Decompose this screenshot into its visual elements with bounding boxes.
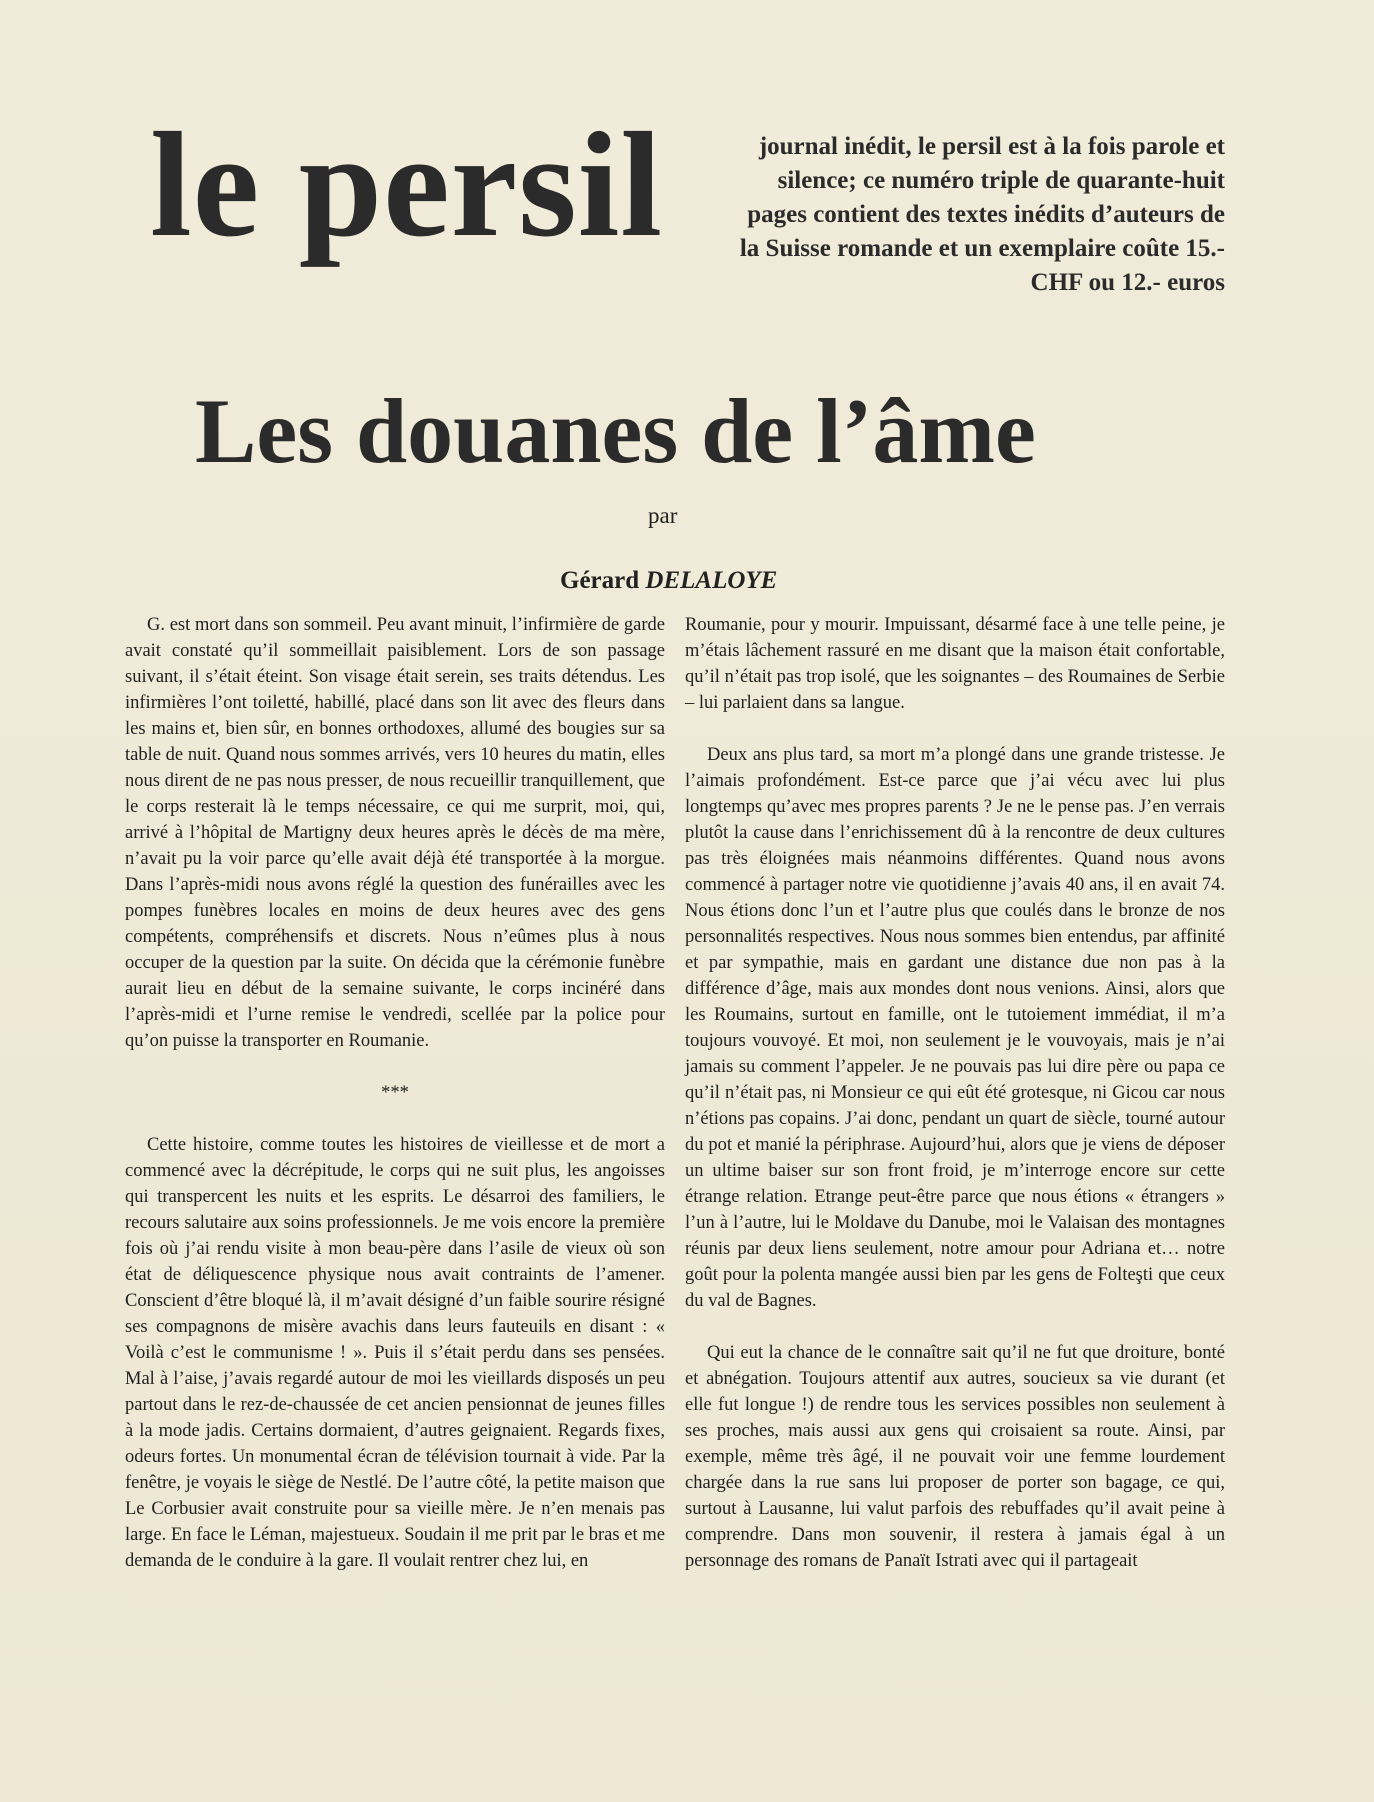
section-separator: *** (381, 1083, 409, 1103)
left-column (125, 612, 665, 1574)
paragraph: G. est mort dans son sommeil. Peu avant minuit, l’infirmière de garde avait constaté qu’il sommeillait paisiblement. Lors de son passage suivant, il s’était éteint. Son visage était serein, ses traits détendus. Les infirmières l’ont toiletté, habillé, placé dans son lit avec des fleurs dans les mains et, bien sûr, en bonnes orthodoxes, allumé des bougies sur sa table de nuit. Quand nous sommes arrivés, vers 10 heures du matin, elles nous dirent de ne pas nous presser, de nous recueillir tranquillement, que le corps resterait là le temps nécessaire, ce qui me surprit, moi, qui, arrivé à l’hôpital de Martigny deux heures après le décès de ma mère, n’avait pu la voir parce qu’elle avait déjà été transportée à la morgue. Dans l’après-midi nous avons réglé la question des funérailles avec les pompes funèbres locales en moins de deux heures avec des gens compétents, compréhensifs et discrets. Nous n’eûmes plus à nous occuper de la question par la suite. On décida que la cérémonie funèbre aurait lieu en début de la semaine suivante, le corps incinéré dans l’après-midi et l’urne remise le vendredi, scellée par la police pour qu’on puisse la transporter en Roumanie. (125, 615, 665, 1051)
right-column (685, 612, 1225, 1574)
article-title: Les douanes de l’âme (195, 380, 1036, 482)
author-last-name: DELALOYE (645, 567, 778, 594)
author-name (560, 567, 777, 595)
masthead-blurb: journal inédit, le persil est à la fois parole et silence; ce numéro triple de quarante-huit pages contient des textes inédits d’auteurs de la Suisse romande et un exemplaire coûte 15.- CHF ou 12.- euros (739, 133, 1225, 296)
masthead-title: le persil (150, 102, 664, 268)
paragraph: Cette histoire, comme toutes les histoires de vieillesse et de mort a commencé avec la décrépitude, le corps qui ne suit plus, les angoisses qui transpercent les nuits et les esprits. Le désarroi des familiers, le recours salutaire aux soins professionnels. Je me vois encore la première fois où j’ai rendu visite à mon beau-père dans l’asile de vieux où son état de déliquescence physique nous avait contraints de l’amener. Conscient d’être bloqué là, il m’avait désigné d’un faible sourire résigné ses compagnons de misère avachis dans leurs fauteuils en disant : « Voilà c’est le communisme ! ». Puis il s’était perdu dans ses pensées. Mal à l’aise, j’avais regardé autour de moi les vieillards disposés un peu partout dans le rez-de-chaussée de cet ancien pensionnat de jeunes filles à la mode jadis. Certains dormaient, d’autres geignaient. Regards fixes, odeurs fortes. Un monumental écran de télévision tournait à vide. Par la fenêtre, je voyais le siège de Nestlé. De l’autre côté, la petite maison que Le Corbusier avait construite pour sa vieille mère. Je n’en menais pas large. En face le Léman, majestueux. Soudain il me prit par le bras et me demanda de le conduire à la gare. Il voulait rentrer chez lui, en (125, 1135, 665, 1571)
paragraph: Roumanie, pour y mourir. Impuissant, désarmé face à une telle peine, je m’étais lâchement rassuré en me disant que la maison était confortable, qu’il n’était pas trop isolé, que les soignantes – des Roumaines de Serbie – lui parlaient dans sa langue. (685, 615, 1225, 713)
byline-par: par (648, 503, 678, 528)
author-first-name: Gérard (560, 567, 640, 594)
paragraph: Qui eut la chance de le connaître sait qu’il ne fut que droiture, bonté et abnégation. Toujours attentif aux autres, soucieux sa vie durant (et elle fut longue !) de rendre tous les services possibles non seulement à ses proches, mais aussi aux gens qui croisaient sa route. Ainsi, par exemple, même très âgé, il ne pouvait voir une femme lourdement chargée dans la rue sans lui proposer de porter son bagage, ce qui, surtout à Lausanne, lui valut parfois des rebuffades qu’il avait peine à comprendre. Dans mon souvenir, il restera à jamais égal à un personnage des romans de Panaït Istrati avec qui il partageait (685, 1343, 1225, 1571)
paragraph: Deux ans plus tard, sa mort m’a plongé dans une grande tristesse. Je l’aimais profondément. Est-ce parce que j’ai vécu avec lui plus longtemps qu’avec mes propres parents ? Je ne le pense pas. J’en verrais plutôt la cause dans l’enrichissement dû à la rencontre de deux cultures pas très éloignées mais néanmoins différentes. Quand nous avons commencé à partager notre vie quotidienne j’avais 40 ans, il en avait 74. Nous étions donc l’un et l’autre plus que coulés dans le bronze de nos personnalités respectives. Nous nous sommes bien entendus, par affinité et par sympathie, mais en gardant une distance due non pas à la différence d’âge, mais aux mondes dont nous venions. Ainsi, alors que les Roumains, surtout en famille, ont le tutoiement immédiat, il m’a toujours vouvoyé. Et moi, non seulement je le vouvoyais, mais je n’ai jamais su comment l’appeler. Je ne pouvais pas lui dire père ou papa ce qu’il n’était pas, ni Monsieur ce qui eût été grotesque, ni Gicou car nous n’étions pas copains. J’ai donc, pendant un quart de siècle, tourné autour du pot et manié la périphrase. Aujourd’hui, alors que je viens de déposer un ultime baiser sur son front froid, je m’interroge encore sur cette étrange relation. Etrange peut-être parce que nous étions « étrangers » l’un à l’autre, lui le Moldave du Danube, moi le Valaisan des montagnes réunis par deux liens seulement, notre amour pour Adriana et… notre goût pour la polenta mangée aussi bien par les gens de Folteşti que ceux du val de Bagnes. (685, 745, 1225, 1311)
